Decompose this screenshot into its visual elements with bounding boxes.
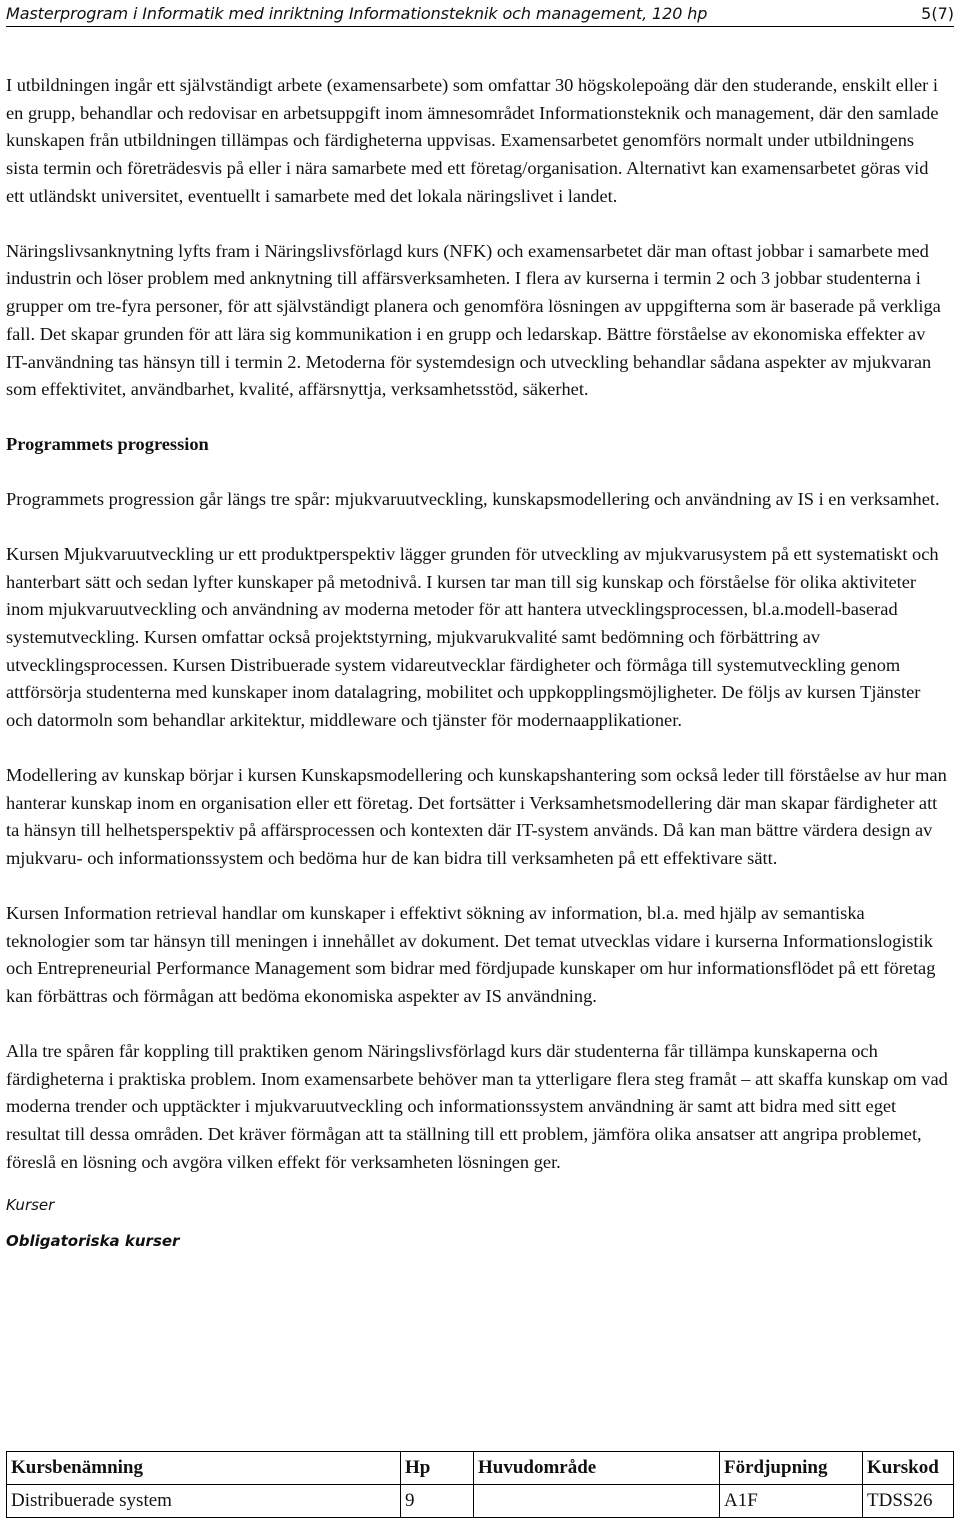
page-number: 5(7)	[921, 4, 954, 23]
label-kurser: Kurser	[6, 1195, 55, 1214]
document-body	[6, 72, 951, 1278]
cell-huvudomrade	[474, 1485, 720, 1518]
col-header-fordjupning: Fördjupning	[720, 1452, 863, 1485]
cell-kursbenamning: Distribuerade system	[7, 1485, 401, 1518]
page-header	[6, 0, 954, 27]
cell-fordjupning: A1F	[720, 1485, 863, 1518]
paragraph-examensarbete: I utbildningen ingår ett självständigt arbete (examensarbete) som omfattar 30 högskolepoäng där den studerande, enskilt eller i en grupp, behandlar och redovisar en arbetsuppgift inom ämnesområdet Informationsteknik och management, där den samlade kunskapen från utbildningen tillämpas och färdigheterna uppvisas. Examensarbetet genomförs normalt under utbildningens sista termin och företrädesvis på eller i nära samarbete med ett företag/organisation. Alternativt kan examensarbetet göras vid ett utländskt universitet, eventuellt i samarbete med det lokala näringslivet i landet.	[6, 75, 939, 206]
section-heading-progression: Programmets progression	[6, 434, 209, 455]
table-row	[7, 1485, 954, 1518]
col-header-kurskod: Kurskod	[863, 1452, 954, 1485]
courses-table	[6, 1451, 954, 1518]
label-obligatoriska-kurser: Obligatoriska kurser	[6, 1231, 180, 1250]
paragraph-progression-intro: Programmets progression går längs tre spår: mjukvaruutveckling, kunskapsmodellering och användning av IS i en verksamhet.	[6, 489, 940, 509]
cell-hp: 9	[401, 1485, 474, 1518]
paragraph-praktik: Alla tre spåren får koppling till praktiken genom Näringslivsförlagd kurs där studenterna får tillämpa kunskaperna och färdigheterna i praktiska problem. Inom examensarbete behöver man ta ytterligare flera steg framåt – att skaffa kunskap om vad moderna trender och upptäckter i mjukvaruutveckling och informationssystem användning är samt att bidra med sitt eget resultat till dessa områden. Det kräver förmågan att ta ställning till ett problem, jämföra olika ansatser att angripa problemet, föreslå en lösning och avgöra vilken effekt för verksamheten lösningen ger.	[6, 1041, 948, 1172]
header-title: Masterprogram i Informatik med inriktning Informationsteknik och management, 120 hp	[6, 4, 708, 23]
col-header-kursbenamning: Kursbenämning	[7, 1452, 401, 1485]
paragraph-mjukvaruutveckling: Kursen Mjukvaruutveckling ur ett produktperspektiv lägger grunden för utveckling av mjukvarusystem på ett systematiskt och hanterbart sätt och sedan lyfter kunskaper på metodnivå. I kursen tar man till sig kunskap och förståelse för olika aktiviteter inom mjukvaruutveckling och användning av moderna metoder för att hantera utvecklingsprocessen, bl.a.modell-baserad systemutveckling. Kursen omfattar också projektstyrning, mjukvarukvalité samt bedömning och förbättring av utvecklingsprocessen. Kursen Distribuerade system vidareutvecklar färdigheter och förmåga till systemutveckling genom attförsörja studenterna med kunskaper inom datalagring, mobilitet och uppkopplingsmöjligheter. De följs av kursen Tjänster och datormoln som behandlar arkitektur, middleware och tjänster för modernaapplikationer.	[6, 543, 939, 731]
col-header-huvudomrade: Huvudområde	[474, 1452, 720, 1485]
col-header-hp: Hp	[401, 1452, 474, 1485]
table-header-row	[7, 1452, 954, 1485]
paragraph-information-retrieval: Kursen Information retrieval handlar om kunskaper i effektivt sökning av information, bl.a. med hjälp av semantiska teknologier som tar hänsyn till meningen i innehållet av dokument. Det temat utvecklas vidare i kurserna Informationslogistik och Entrepreneurial Performance Management som bidrar med fördjupade kunskaper om hur informationsflödet på ett företag kan förbättras och förmågan att bedöma ekonomiska aspekter av IS användning.	[6, 903, 936, 1007]
paragraph-naringslivsanknytning: Näringslivsanknytning lyfts fram i Näringslivsförlagd kurs (NFK) och examensarbetet där man oftast jobbar i samarbete med industrin och löser problem med anknytning till affärsverksamheten. I flera av kurserna i termin 2 och 3 jobbar studenterna i grupper om tre-fyra personer, för att självständigt planera och genomföra lösningen av uppgifterna som är baserade på verkliga fall. Det skapar grunden för att lära sig kommunikation i en grupp och ledarskap. Bättre förståelse av ekonomiska effekter av IT-användning tas hänsyn till i termin 2. Metoderna för systemdesign och utveckling behandlar sådana aspekter av mjukvaran som effektivitet, användbarhet, kvalité, affärsnyttja, verksamhetsstöd, säkerhet.	[6, 240, 941, 400]
paragraph-kunskapsmodellering: Modellering av kunskap börjar i kursen Kunskapsmodellering och kunskapshantering som också leder till förståelse av hur man hanterar kunskap inom en organisation eller ett företag. Det fortsätter i Verksamhetsmodellering där man skapar färdigheter att ta hänsyn till helhetsperspektiv på affärsprocessen och kontexten där IT-system används. Då kan man bättre värdera design av mjukvaru- och informationssystem och bedöma hur de kan bidra till verksamheten på ett effektivare sätt.	[6, 765, 947, 869]
cell-kurskod: TDSS26	[863, 1485, 954, 1518]
